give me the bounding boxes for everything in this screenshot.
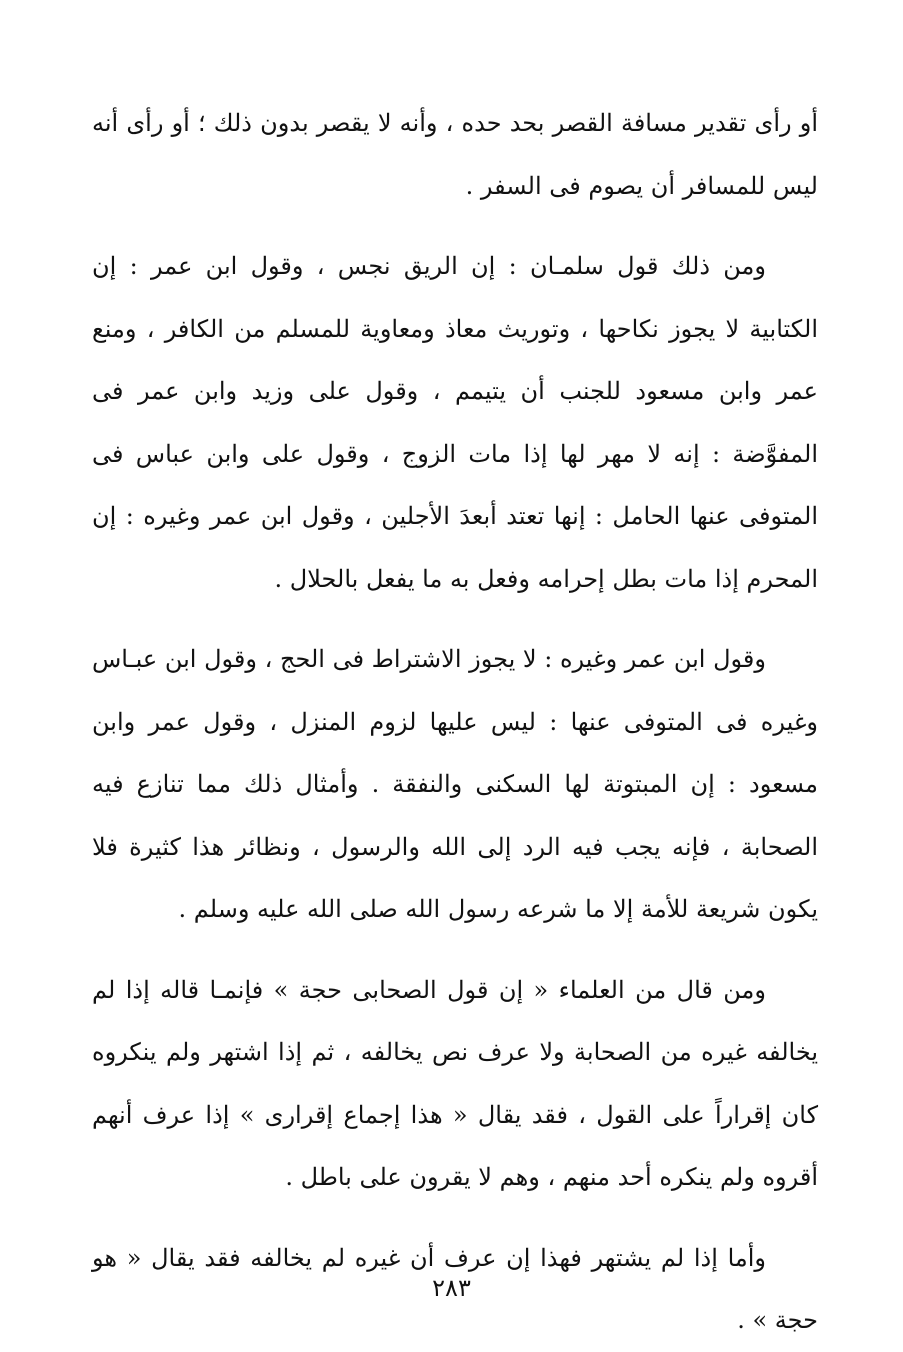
paragraph-2: ومن ذلك قول سلمـان : إن الريق نجس ، وقول ابن عمر : إن الكتابية لا يجوز نكاحها ، وتوريث معاذ ومعاوية للمسلم من الكافر ، ومنع عمر وابن مسعود للجنب أن يتيمم ، وقول على وزيد وابن عمر فى المفوَّضة : إنه لا مهر لها إذا مات الزوج ، وقول على وابن عباس فى المتوفى عنها الحامل : إنها تعتد أبعدَ الأجلين ، وقول ابن عمر وغيره : إن المحرم إذا مات بطل إحرامه وفعل به ما يفعل بالحلال . xyxy=(92,252,818,593)
paragraph-1: أو رأى تقدير مسافة القصر بحد حده ، وأنه لا يقصر بدون ذلك ؛ أو رأى أنه ليس للمسافر أن يصوم فى السفر . xyxy=(92,109,818,200)
paragraph-4: ومن قال من العلماء « إن قول الصحابى حجة » فإنمـا قاله إذا لم يخالفه غيره من الصحابة ولا عرف نص يخالفه ، ثم إذا اشتهر ولم ينكروه كان إقراراً على القول ، فقد يقال « هذا إجماع إقرارى » إذا عرف أنهم أقروه ولم ينكره أحد منهم ، وهم لا يقرون على باطل . xyxy=(92,975,818,1191)
paragraph-3: وقول ابن عمر وغيره : لا يجوز الاشتراط فى الحج ، وقول ابن عبـاس وغيره فى المتوفى عنها : ليس عليها لزوم المنزل ، وقول عمر وابن مسعود : إن المبتوتة لها السكنى والنفقة . وأمثال ذلك مما تنازع فيه الصحابة ، فإنه يجب فيه الرد إلى الله والرسول ، ونظائر هذا كثيرة فلا يكون شريعة للأمة إلا ما شرعه رسول الله صلى الله عليه وسلم . xyxy=(92,645,818,923)
page-number: ٢٨٣ xyxy=(432,1274,471,1302)
page-body xyxy=(92,92,818,1352)
paragraph-5: وأما إذا لم يشتهر فهذا إن عرف أن غيره لم يخالفه فقد يقال « هو حجة » . xyxy=(92,1243,818,1334)
